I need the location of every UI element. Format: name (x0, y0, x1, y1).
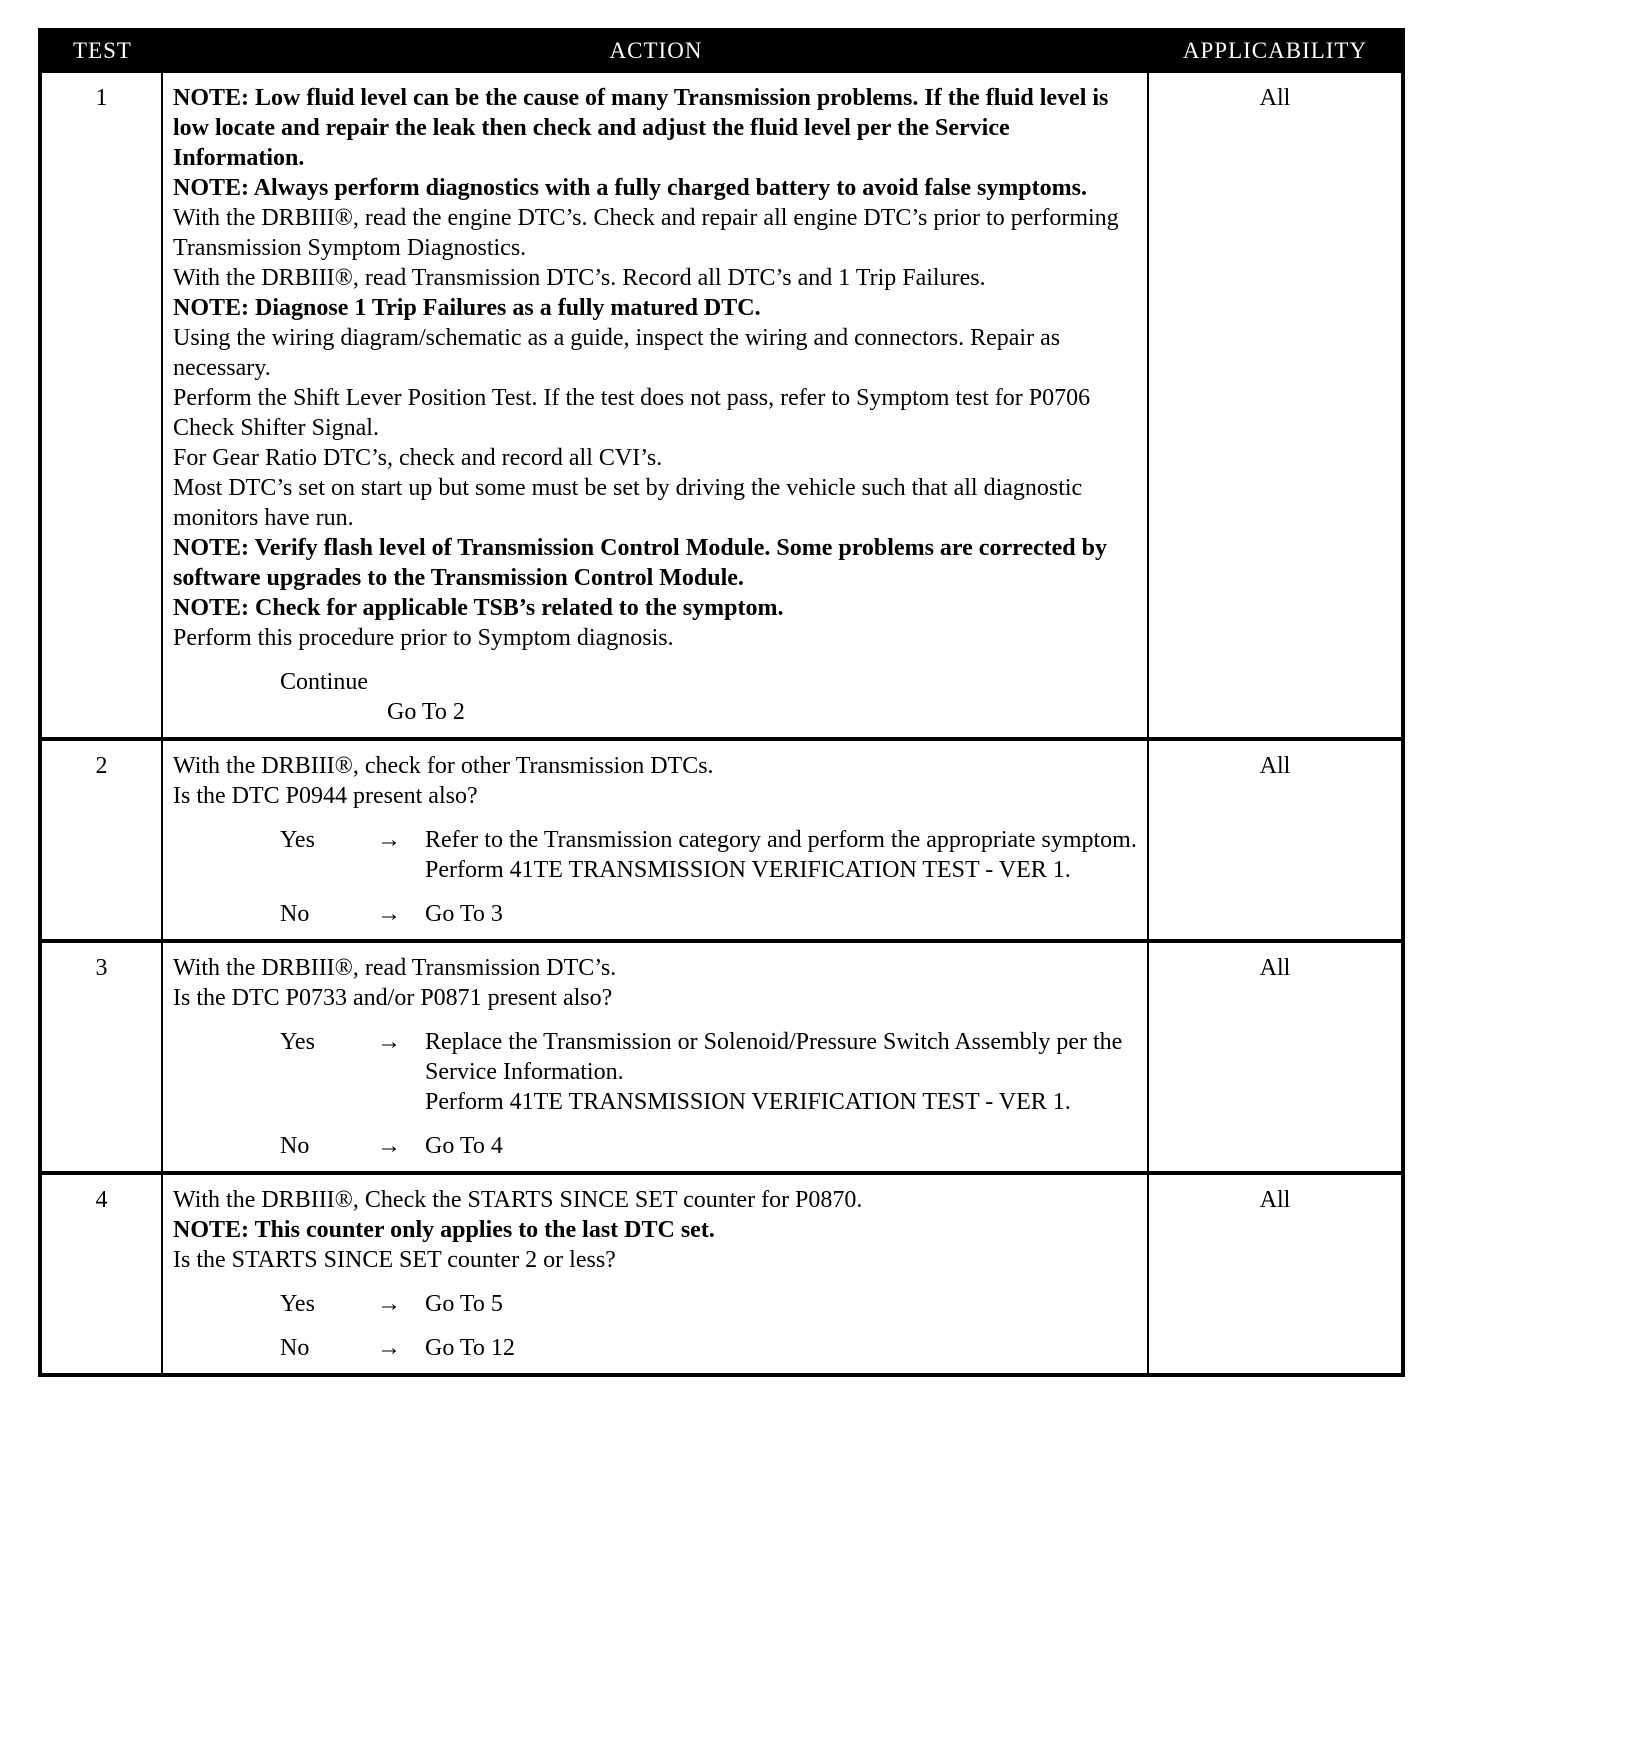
note-line: NOTE: Verify flash level of Transmission Control Module. Some problems are corrected by software upgrades to the Transmission Control Module. (173, 535, 1107, 591)
test-number: 4 (42, 1175, 163, 1373)
action-line: Perform this procedure prior to Symptom diagnosis. (173, 625, 674, 651)
yes-label: Yes (280, 1291, 315, 1317)
table-row (42, 737, 1401, 939)
header-applicability: APPLICABILITY (1182, 38, 1368, 63)
yes-response (173, 1027, 1139, 1117)
arrow-icon: → (377, 1133, 401, 1159)
action-line: With the DRBIII®, Check the STARTS SINCE SET counter for P0870. (173, 1187, 863, 1213)
note-line: NOTE: Low fluid level can be the cause of many Transmission problems. If the fluid level is low locate and repair the leak then check and adjust the fluid level per the Service Information. (173, 85, 1109, 171)
no-text: Go To 12 (425, 1335, 515, 1361)
test-number: 1 (42, 73, 163, 737)
diagnostic-table (38, 28, 1405, 1377)
note-line: NOTE: Diagnose 1 Trip Failures as a fully matured DTC. (173, 295, 761, 321)
action-line: Most DTC’s set on start up but some must be set by driving the vehicle such that all diagnostic monitors have run. (173, 475, 1083, 531)
action-cell (163, 1175, 1149, 1373)
action-cell (163, 73, 1149, 737)
yes-label: Yes (280, 827, 315, 853)
applicability-value: All (1259, 1187, 1291, 1213)
arrow-icon: → (377, 827, 401, 853)
action-line: Perform the Shift Lever Position Test. If the test does not pass, refer to Symptom test for P0706 Check Shifter Signal. (173, 385, 1091, 441)
header-test: TEST (73, 38, 132, 63)
yes-text: Go To 5 (425, 1291, 503, 1317)
action-line: For Gear Ratio DTC’s, check and record all CVI’s. (173, 445, 663, 471)
action-line: With the DRBIII®, read the engine DTC’s. Check and repair all engine DTC’s prior to performing Transmission Symptom Diagnostics. (173, 205, 1119, 261)
arrow-icon: → (377, 901, 401, 927)
no-response (173, 899, 1139, 929)
no-label: No (280, 901, 310, 927)
action-line: With the DRBIII®, check for other Transmission DTCs. (173, 753, 714, 779)
yes-response (173, 825, 1139, 885)
arrow-icon: → (377, 1291, 401, 1317)
test-number: 2 (42, 741, 163, 939)
yes-label: Yes (280, 1029, 315, 1055)
yes-text: Perform 41TE TRANSMISSION VERIFICATION TEST - VER 1. (425, 857, 1071, 883)
no-label: No (280, 1133, 310, 1159)
yes-text: Perform 41TE TRANSMISSION VERIFICATION TEST - VER 1. (425, 1089, 1071, 1115)
no-label: No (280, 1335, 310, 1361)
note-line: NOTE: This counter only applies to the last DTC set. (173, 1217, 715, 1243)
arrow-icon: → (377, 1029, 401, 1055)
arrow-icon: → (377, 1335, 401, 1361)
table-header (42, 32, 1401, 70)
continue-goto: Go To 2 (387, 699, 465, 725)
table-row (42, 939, 1401, 1171)
applicability-value: All (1259, 753, 1291, 779)
no-response (173, 1131, 1139, 1161)
continue-label: Continue (280, 669, 368, 695)
note-line: NOTE: Always perform diagnostics with a fully charged battery to avoid false symptoms. (173, 175, 1087, 201)
table-row (42, 70, 1401, 737)
no-response (173, 1333, 1139, 1363)
question-line: Is the STARTS SINCE SET counter 2 or less? (173, 1247, 616, 1273)
header-action: ACTION (609, 38, 703, 63)
applicability-value: All (1259, 85, 1291, 111)
yes-response (173, 1289, 1139, 1319)
action-cell (163, 741, 1149, 939)
yes-text: Refer to the Transmission category and perform the appropriate symptom. (425, 827, 1137, 853)
action-line: With the DRBIII®, read Transmission DTC’s. Record all DTC’s and 1 Trip Failures. (173, 265, 986, 291)
note-line: NOTE: Check for applicable TSB’s related to the symptom. (173, 595, 784, 621)
applicability-value: All (1259, 955, 1291, 981)
action-line: With the DRBIII®, read Transmission DTC’s. (173, 955, 617, 981)
test-number: 3 (42, 943, 163, 1171)
table-row (42, 1171, 1401, 1373)
action-cell (163, 943, 1149, 1171)
yes-text: Replace the Transmission or Solenoid/Pressure Switch Assembly per the Service Information. (425, 1029, 1123, 1085)
action-line: Using the wiring diagram/schematic as a guide, inspect the wiring and connectors. Repair as necessary. (173, 325, 1061, 381)
question-line: Is the DTC P0944 present also? (173, 783, 478, 809)
no-text: Go To 4 (425, 1133, 503, 1159)
question-line: Is the DTC P0733 and/or P0871 present also? (173, 985, 613, 1011)
no-text: Go To 3 (425, 901, 503, 927)
